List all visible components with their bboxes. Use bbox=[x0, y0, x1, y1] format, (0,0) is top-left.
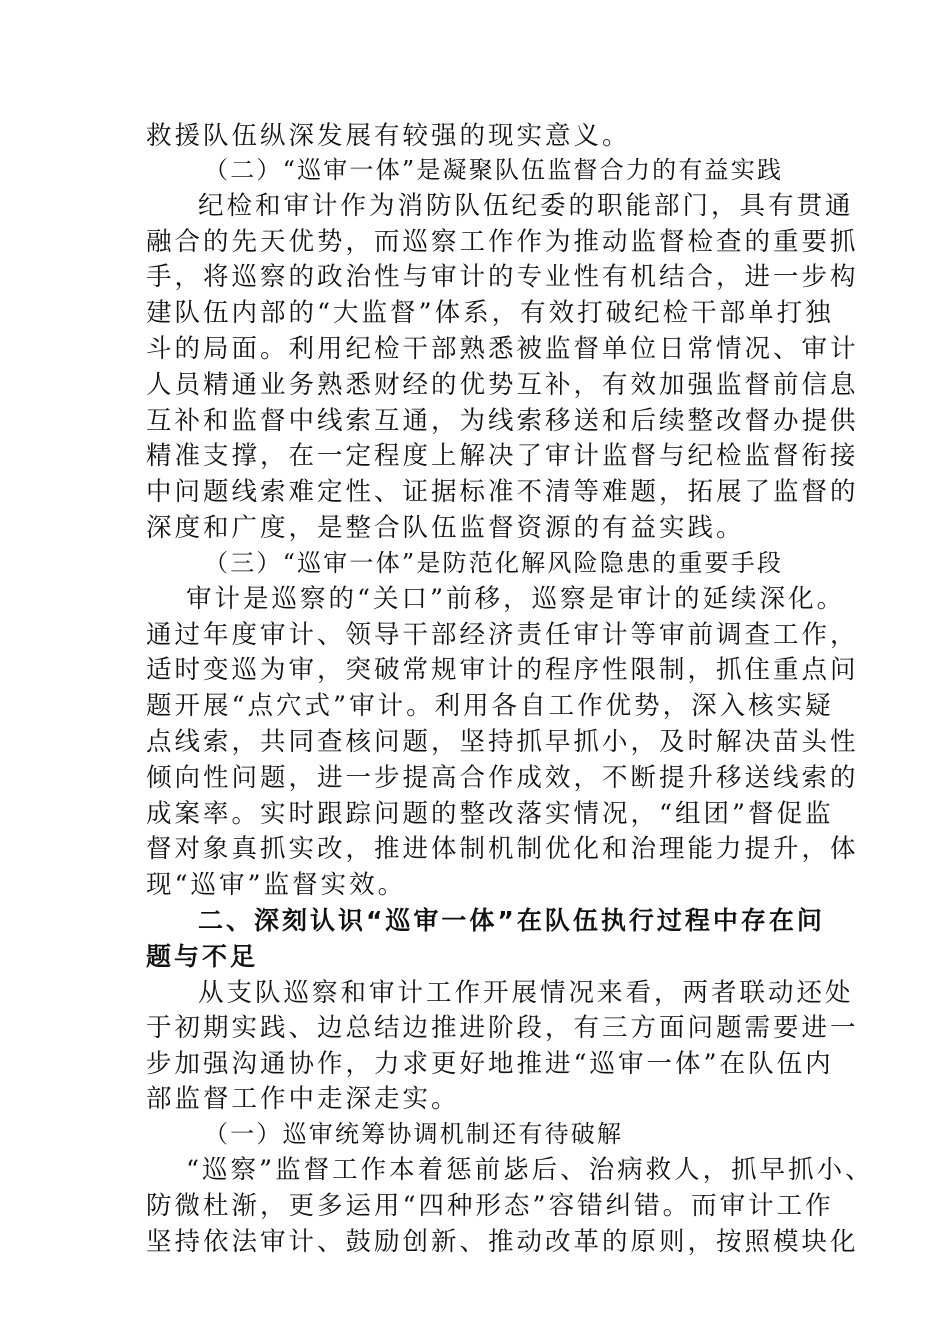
text-line: 于初期实践、边总结边推进阶段，有三方面问题需要进一 bbox=[146, 1013, 859, 1043]
text-line: 步加强沟通协作，力求更好地推进“巡审一体”在队伍内 bbox=[146, 1049, 834, 1079]
text-line: 互补和监督中线索互通，为线索移送和后续整改督办提供 bbox=[146, 406, 859, 436]
subheading-line: （二）“巡审一体”是凝聚队伍监督合力的有益实践 bbox=[204, 156, 784, 184]
text-line: 建队伍内部的“大监督”体系，有效打破纪检干部单打独 bbox=[146, 298, 834, 328]
text-line: 通过年度审计、领导干部经济责任审计等审前调查工作， bbox=[146, 620, 859, 650]
subheading-line: （一）巡审统筹协调机制还有待破解 bbox=[204, 1120, 624, 1148]
text-line: “巡察”监督工作本着惩前毖后、治病救人，抓早抓小、 bbox=[186, 1155, 874, 1185]
text-line: 救援队伍纵深发展有较强的现实意义。 bbox=[146, 121, 631, 151]
text-line: 坚持依法审计、鼓励创新、推动改革的原则，按照模块化 bbox=[146, 1227, 859, 1257]
text-line: 融合的先天优势，而巡察工作作为推动监督检查的重要抓 bbox=[146, 227, 859, 257]
text-line: 审计是巡察的“关口”前移，巡察是审计的延续深化。 bbox=[186, 584, 846, 614]
text-line: 成案率。实时跟踪问题的整改落实情况，“组团”督促监 bbox=[146, 799, 834, 829]
text-line: 纪检和审计作为消防队伍纪委的职能部门，具有贯通 bbox=[198, 191, 854, 221]
text-line: 精准支撑，在一定程度上解决了审计监督与纪检监督衔接 bbox=[146, 441, 859, 471]
text-line: 从支队巡察和审计工作开展情况来看，两者联动还处 bbox=[198, 978, 854, 1008]
section-heading-continued: 题与不足 bbox=[146, 942, 259, 971]
text-line: 点线索，共同查核问题，坚持抓早抓小，及时解决苗头性 bbox=[146, 727, 859, 757]
text-line: 斗的局面。利用纪检干部熟悉被监督单位日常情况、审计 bbox=[146, 334, 859, 364]
text-line: 部监督工作中走深走实。 bbox=[146, 1084, 460, 1114]
section-heading: 二、深刻认识“巡审一体”在队伍执行过程中存在问 bbox=[198, 906, 825, 935]
text-line: 现“巡审”监督实效。 bbox=[146, 870, 407, 900]
text-line: 中问题线索难定性、证据标准不清等难题，拓展了监督的 bbox=[146, 477, 859, 507]
text-line: 适时变巡为审，突破常规审计的程序性限制，抓住重点问 bbox=[146, 655, 859, 685]
text-line: 题开展“点穴式”审计。利用各自工作优势，深入核实疑 bbox=[146, 691, 834, 721]
text-line: 倾向性问题，进一步提高合作成效，不断提升移送线索的 bbox=[146, 763, 859, 793]
text-line: 深度和广度，是整合队伍监督资源的有益实践。 bbox=[146, 513, 745, 543]
text-line: 督对象真抓实改，推进体制机制优化和治理能力提升，体 bbox=[146, 834, 859, 864]
text-line: 防微杜渐，更多运用“四种形态”容错纠错。而审计工作 bbox=[146, 1191, 834, 1221]
text-line: 人员精通业务熟悉财经的优势互补，有效加强监督前信息 bbox=[146, 370, 859, 400]
text-line: 手，将巡察的政治性与审计的专业性有机结合，进一步构 bbox=[146, 262, 859, 292]
subheading-line: （三）“巡审一体”是防范化解风险隐患的重要手段 bbox=[204, 549, 784, 577]
